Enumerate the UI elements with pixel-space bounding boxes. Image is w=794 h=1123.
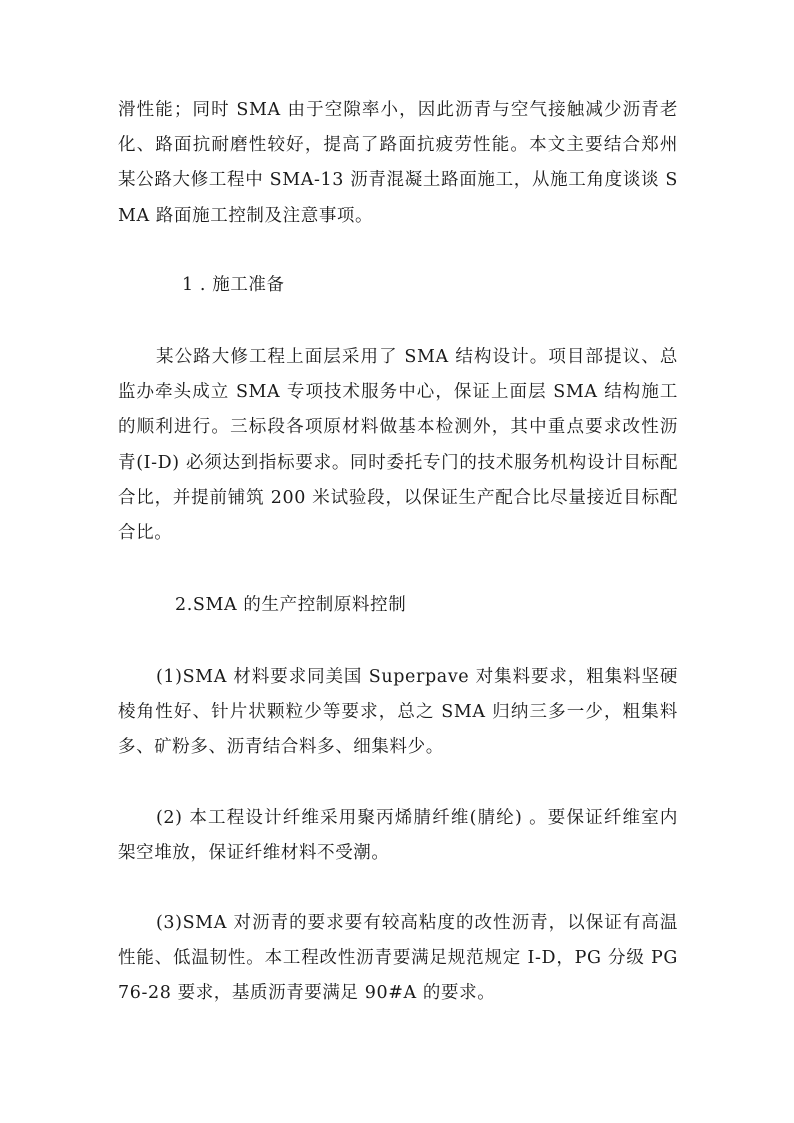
- section-heading-preparation: 1 . 施工准备: [182, 275, 285, 295]
- preparation-paragraph: 某公路大修工程上面层采用了 SMA 结构设计。项目部提议、总监办牵头成立 SMA 专项技术服务中心，保证上面层 SMA 结构施工的顺利进行。三标段各项原材料做基本检测外，其中重点要求改性沥青(I-D) 必须达到指标要求。同时委托专门的技术服务机构设计目标配合比，并提前铺筑 200 米试验段，以保证生产配合比尽量接近目标配合比。: [118, 347, 678, 544]
- section-heading-production-control: 2.SMA 的生产控制原料控制: [175, 595, 407, 615]
- material-item-1: (1)SMA 材料要求同美国 Superpave 对集料要求，粗集料坚硬棱角性好、针片状颗粒少等要求，总之 SMA 归纳三多一少，粗集料多、矿粉多、沥青结合料多、细集料少。: [118, 667, 678, 758]
- intro-paragraph: 滑性能；同时 SMA 由于空隙率小，因此沥青与空气接触减少沥青老化、路面抗耐磨性较好，提高了路面抗疲劳性能。本文主要结合郑州某公路大修工程中 SMA-13 沥青混凝土路面施工，从施工角度谈谈 SMA 路面施工控制及注意事项。: [118, 100, 678, 226]
- material-item-2: (2) 本工程设计纤维采用聚丙烯腈纤维(腈纶) 。要保证纤维室内架空堆放，保证纤维材料不受潮。: [118, 808, 678, 864]
- material-item-3: (3)SMA 对沥青的要求要有较高粘度的改性沥青，以保证有高温性能、低温韧性。本工程改性沥青要满足规范规定 I-D，PG 分级 PG76-28 要求，基质沥青要满足 90#A 的要求。: [118, 913, 678, 1004]
